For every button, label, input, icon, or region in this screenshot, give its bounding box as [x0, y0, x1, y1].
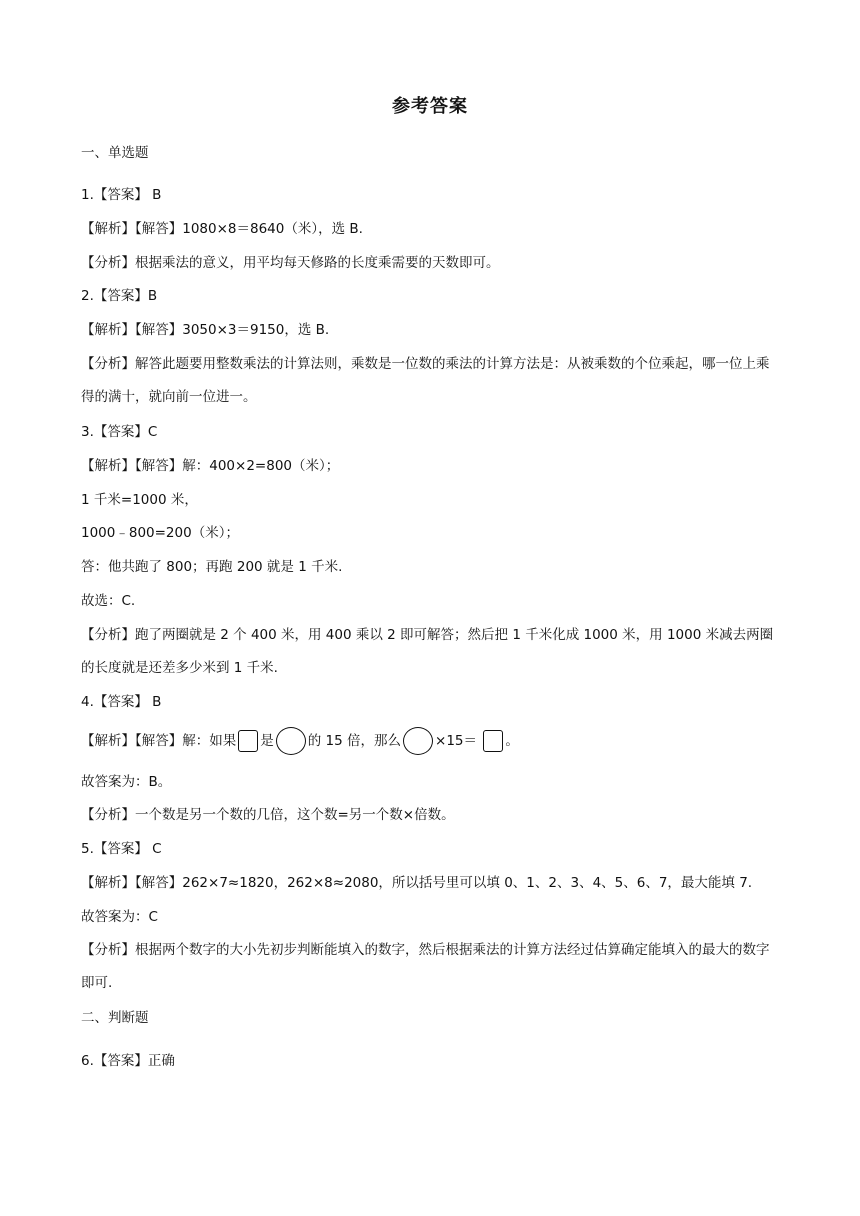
q5-answer: 5.【答案】 C: [81, 841, 162, 857]
circle-placeholder-icon: [403, 727, 433, 755]
q2-answer: 2.【答案】B: [81, 288, 158, 304]
q3-line-2: 1 千米=1000 米，: [81, 492, 198, 508]
q2-explanation: 【解析】【解答】3050×3＝9150，选 B.: [81, 322, 330, 338]
q3-explanation: 【解析】【解答】解：400×2=800（米）；: [81, 458, 340, 474]
q3-line-3: 1000﹣800=200（米）；: [81, 525, 239, 541]
q4-analysis: 【分析】一个数是另一个数的几倍，这个数=另一个数×倍数。: [81, 807, 455, 823]
square-placeholder-icon: [238, 730, 258, 752]
q4-explanation: [81, 727, 781, 755]
q5-line-2: 故答案为：C: [81, 909, 158, 925]
q4-explanation-text-3: 的 15 倍，那么: [307, 733, 402, 749]
q5-explanation: 【解析】【解答】262×7≈1820，262×8≈2080，所以括号里可以填 0、1、2、3、4、5、6、7，最大能填 7.: [81, 875, 753, 891]
square-placeholder-icon: [483, 730, 503, 752]
q4-explanation-text-1: 【解析】【解答】解：如果: [81, 733, 237, 749]
q1-explanation: 【解析】【解答】1080×8＝8640（米），选 B.: [81, 221, 363, 237]
section-heading-single-choice: 一、单选题: [81, 145, 149, 161]
q4-explanation-text-5: 。: [505, 733, 519, 749]
q5-analysis: 【分析】根据两个数字的大小先初步判断能填入的数字，然后根据乘法的计算方法经过估算确定能填入的最大的数字即可.: [81, 942, 770, 991]
q3-analysis: 【分析】跑了两圈就是 2 个 400 米，用 400 乘以 2 即可解答；然后把 1 千米化成 1000 米，用 1000 米减去两圈的长度就是还差多少米到 1 千米.: [81, 627, 774, 676]
q2-analysis: 【分析】解答此题要用整数乘法的计算法则，乘数是一位数的乘法的计算方法是：从被乘数的个位乘起，哪一位上乘得的满十，就向前一位进一。: [81, 356, 770, 405]
q6-answer: 6.【答案】正确: [81, 1053, 175, 1069]
q3-line-4: 答：他共跑了 800；再跑 200 就是 1 千米.: [81, 559, 343, 575]
q1-answer: 1.【答案】 B: [81, 187, 162, 203]
q4-explanation-text-2: 是: [260, 733, 274, 749]
section-heading-true-false: 二、判断题: [81, 1010, 149, 1026]
q1-analysis: 【分析】根据乘法的意义，用平均每天修路的长度乘需要的天数即可。: [81, 255, 500, 271]
q4-line-2: 故答案为：B。: [81, 774, 172, 790]
page-title: 参考答案: [392, 96, 468, 117]
q4-explanation-text-4: ×15＝: [435, 733, 478, 749]
q4-answer: 4.【答案】 B: [81, 694, 162, 710]
q3-answer: 3.【答案】C: [81, 424, 158, 440]
q3-line-5: 故选：C.: [81, 593, 136, 609]
circle-placeholder-icon: [276, 727, 306, 755]
